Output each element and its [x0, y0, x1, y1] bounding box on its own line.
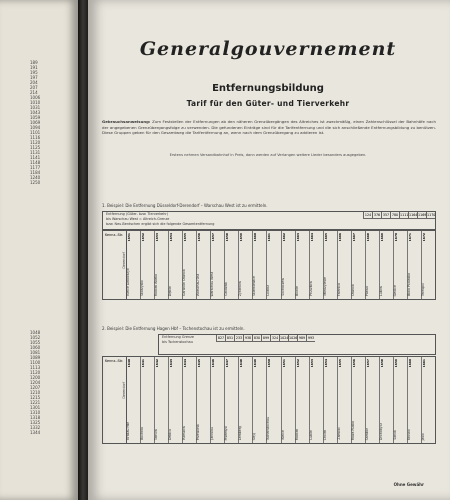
example2-column-label: Jaroslau [210, 427, 215, 440]
left-page-a-entry-22: 1184 [30, 170, 41, 175]
left-page-a-entry-1: 191 [30, 65, 38, 70]
example1-value-0: 124 [364, 213, 372, 217]
example1-column-11 [282, 231, 296, 299]
example1-column-label: Skarzysko [140, 280, 145, 296]
left-page-b-entry-6: 1100 [30, 360, 41, 365]
left-page-column-a [30, 60, 40, 185]
example1-column-label: Dęblin [168, 285, 173, 296]
example1-column-17 [366, 231, 380, 299]
example1-column-number: 1671 [407, 233, 412, 242]
left-page-a-entry-10: 1043 [30, 110, 41, 115]
example2-column-number: 1658 [379, 359, 384, 368]
example1-column-0 [127, 231, 141, 299]
example1-column-label: Falenica [336, 283, 341, 296]
example1-column-label: Miedzylesie [322, 277, 327, 296]
example2-sum-line-1: bis Tschenstochau [162, 340, 193, 344]
left-page-b-entry-19: 1332 [30, 425, 41, 430]
example1-column-number: 1662 [281, 233, 286, 242]
example1-value-4: 1111 [400, 213, 409, 217]
example1-column-number: 1672 [421, 233, 426, 242]
example1-column-15 [338, 231, 352, 299]
example2-table [102, 356, 436, 444]
example1-column-number: 1667 [351, 233, 356, 242]
example2-column-label: Jaslo [420, 432, 425, 440]
example2-column-label: Radom [294, 428, 299, 440]
left-page-b-entry-5: 1089 [30, 355, 41, 360]
left-page-b-entry-4: 1081 [30, 350, 41, 355]
left-page-column-b [30, 330, 40, 435]
example1-column-19 [394, 231, 408, 299]
example2-column-label: Kielce [280, 430, 285, 440]
left-page-b-entry-15: 1301 [30, 405, 41, 410]
example1-column-18 [380, 231, 394, 299]
left-page-a-entry-12: 1069 [30, 120, 41, 125]
example1-column-label: Siedlce [392, 284, 397, 296]
example2-column-13 [310, 357, 324, 443]
example2-value-6: 324 [271, 336, 279, 340]
left-page-b-entry-18: 1325 [30, 420, 41, 425]
example1-column-number: 1659 [239, 233, 244, 242]
example1-column-label: Skierniewice [252, 275, 257, 296]
example2-value-2: 233 [235, 336, 243, 340]
example1-column-label: Lowicz [266, 285, 271, 296]
example1-column-number: 1670 [393, 233, 398, 242]
example1-column-number: 1653 [155, 233, 160, 242]
example1-column-label: Otwock [350, 284, 355, 296]
left-page-a-entry-3: 197 [30, 75, 38, 80]
example2-column-number: 1659 [393, 359, 398, 368]
example1-values [363, 212, 435, 219]
page-subtitle-2: Tarif für den Güter- und Tierverkehr [186, 99, 350, 108]
left-page-a-entry-15: 1116 [30, 135, 41, 140]
example2-label: 2. Beispiel: Die Entfernung Hagen Hbf – Tschenstochau ist zu ermitteln. [102, 326, 245, 331]
example2-column-label: Sanok [392, 430, 397, 440]
example2-column-number: 1644 [183, 359, 188, 368]
example1-column-number: 1669 [379, 233, 384, 242]
example2-value-10: 993 [307, 336, 315, 340]
example2-column-number: 1657 [365, 359, 370, 368]
example2-value-4: 830 [253, 336, 261, 340]
left-page-b-entry-2: 1055 [30, 340, 41, 345]
example1-column-12 [296, 231, 310, 299]
left-page-a-entry-8: 1010 [30, 100, 41, 105]
example2-sum-line-0: Entfernung Grenze [162, 335, 194, 339]
left-page-b-entry-12: 1210 [30, 390, 41, 395]
example2-column-number: 1656 [351, 359, 356, 368]
example2-column-label: Drohobycz [378, 423, 383, 440]
example1-value-2: 357 [382, 213, 390, 217]
example2-column-label: Przemysl [224, 425, 229, 440]
example2-column-14 [324, 357, 338, 443]
example1-column-number: 1656 [197, 233, 202, 242]
intro-paragraph [102, 119, 436, 136]
example1-column-number: 1665 [323, 233, 328, 242]
example1-column-label: Pilawa [364, 285, 369, 296]
left-page-b-entry-10: 1204 [30, 380, 41, 385]
example2-column-label: Lemberg [238, 425, 243, 440]
left-page-b-entry-14: 1221 [30, 400, 41, 405]
example1-value-3: 780 [391, 213, 399, 217]
example1-column-14 [324, 231, 338, 299]
example1-column-number: 1657 [211, 233, 216, 242]
example2-column-1 [141, 357, 155, 443]
left-page-a-entry-23: 1240 [30, 175, 41, 180]
example2-column-0 [127, 357, 141, 443]
left-page-a-entry-17: 1125 [30, 145, 41, 150]
left-page-b-entry-16: 1310 [30, 410, 41, 415]
example2-column-19 [394, 357, 408, 443]
example1-column-number: 1663 [295, 233, 300, 242]
example2-column-number: 1641 [141, 359, 146, 368]
left-page-b-entry-11: 1207 [30, 385, 41, 390]
example1-column-number: 1668 [365, 233, 370, 242]
example2-column-label: Krakau Hbf [126, 422, 130, 440]
left-page-a-entry-4: 204 [30, 80, 38, 85]
example2-column-number: 1650 [267, 359, 272, 368]
left-page-a-entry-9: 1031 [30, 105, 41, 110]
example2-column-label: Tarnow [154, 428, 159, 440]
example1-column-label: Lukow [378, 285, 383, 296]
example2-column-label: Debica [168, 428, 173, 440]
left-page-b-entry-20: 1344 [30, 430, 41, 435]
example2-column-number: 1655 [337, 359, 342, 368]
left-page-b-entry-0: 1048 [30, 330, 41, 335]
example2-column-number: 1652 [295, 359, 300, 368]
left-page [0, 0, 78, 500]
example2-column-11 [282, 357, 296, 443]
example2-column-15 [338, 357, 352, 443]
example2-values [216, 335, 315, 342]
example1-label: 1. Beispiel: Die Entfernung Düsseldorf-Derendorf – Warschau West ist zu ermitteln. [102, 203, 268, 208]
example2-column-18 [380, 357, 394, 443]
left-page-a-entry-24: 1250 [30, 180, 41, 185]
example2-value-8: 1026 [289, 336, 298, 340]
disclaimer: Ohne Gewähr [393, 482, 424, 487]
example2-column-number: 1651 [281, 359, 286, 368]
example1-column-label: Warschau West [210, 271, 215, 296]
example2-value-1: 851 [226, 336, 234, 340]
left-page-a-entry-5: 207 [30, 85, 38, 90]
example1-summary [102, 211, 436, 230]
page-title: Generalgouvernement [139, 38, 397, 60]
example2-column-21 [422, 357, 435, 443]
example1-column-number: 1654 [169, 233, 174, 242]
example2-column-17 [366, 357, 380, 443]
example2-column-label: Rzeszow [182, 426, 187, 440]
example1-column-21 [422, 231, 435, 299]
example1-column-20 [408, 231, 422, 299]
example1-column-label: Pruszkow [308, 281, 313, 296]
example2-column-label: Cholm [322, 429, 327, 440]
example2-column-number: 1647 [225, 359, 230, 368]
example1-row-label: Derendorf [122, 252, 126, 269]
example2-column-label: Tschenstochau [266, 416, 271, 440]
example1-value-1: 376 [373, 213, 381, 217]
intro-text: Zum Feststellen der Entfernungen ab den näheren Grenzübergängen des Altreiches ist zweckmäßig, einen Zahlenschlüssel der Bahnhöfe nach der angegebenen Grenzübergangsfolge zu verwenden. Die gefundenen Einträge sind für die Tarifentfernung und die sich anschließende Entfernungsbildung zu benützen. Diese Gruppen geben für den Gesamtweg die Tarifentfernung an, wenn nach dem Grenzübergang zu addieren ist. [102, 119, 436, 136]
example1-value-7: 1170 [427, 213, 436, 217]
example2-value-7: 1024 [280, 336, 289, 340]
intro-lead: Gebrauchsanweisung: [102, 119, 151, 124]
example1-column-label: Kielce Dzialoszyn [126, 268, 130, 296]
left-page-b-entry-7: 1113 [30, 365, 41, 370]
example1-sum-line-0: Entfernung (Güter- bzw. Tierverkehr) [106, 212, 169, 216]
example1-sum-line-1: bis Warschau West = Altreich-Grenze [106, 217, 170, 221]
left-page-b-entry-3: 1060 [30, 345, 41, 350]
example1-column-label: Radom Warka [154, 273, 159, 296]
left-page-b-entry-17: 1318 [30, 415, 41, 420]
left-page-a-entry-13: 1094 [30, 125, 41, 130]
example2-column-10 [267, 357, 281, 443]
example2-column-label: Bochnia [140, 427, 145, 440]
example2-row-label: Derendorf [122, 382, 126, 399]
example2-column-number: 1653 [309, 359, 314, 368]
example1-column-2 [155, 231, 169, 299]
example2-column-number: 1660 [407, 359, 412, 368]
example1-column-number: 1666 [337, 233, 342, 242]
example2-value-3: 938 [244, 336, 252, 340]
left-page-b-entry-1: 1052 [30, 335, 41, 340]
example1-column-label: Grodzisk [224, 282, 229, 296]
example2-column-number: 1648 [239, 359, 244, 368]
left-page-a-entry-11: 1059 [30, 115, 41, 120]
example2-column-number: 1642 [155, 359, 160, 368]
example2-column-16 [352, 357, 366, 443]
example1-column-number: 1652 [141, 233, 146, 242]
example2-column-number: 1643 [169, 359, 174, 368]
example1-column-label: Sochaczew [280, 278, 285, 296]
example1-column-label: Blonie [294, 286, 299, 296]
right-page [88, 0, 450, 500]
example2-column-number: 1649 [253, 359, 258, 368]
example1-column-label: Warschau Ost [196, 273, 201, 296]
left-page-a-entry-7: 1006 [30, 95, 41, 100]
left-page-b-entry-13: 1215 [30, 395, 41, 400]
book-spine [78, 0, 88, 500]
left-page-a-entry-18: 1131 [30, 150, 41, 155]
example1-column-label: Biala Podlaska [406, 273, 411, 296]
example2-column-number: 1640 [127, 359, 131, 368]
example2-column-8 [239, 357, 253, 443]
example2-column-number: 1654 [323, 359, 328, 368]
example2-column-20 [408, 357, 422, 443]
left-page-a-entry-21: 1177 [30, 165, 41, 170]
example2-column-label: Przeworsk [196, 423, 201, 440]
example2-column-label: Lublin [308, 430, 313, 440]
left-page-a-entry-19: 1141 [30, 155, 41, 160]
example2-value-9: 989 [298, 336, 306, 340]
example1-header: Kennz.-Str. [103, 231, 127, 299]
example1-column-label: Terespol [420, 282, 425, 296]
example1-column-number: 1661 [267, 233, 272, 242]
example1-column-number: 1651 [127, 233, 131, 242]
example1-column-10 [267, 231, 281, 299]
example1-column-number: 1655 [183, 233, 188, 242]
example2-column-label: Rawa Ruska [350, 420, 355, 440]
example2-column-12 [296, 357, 310, 443]
example2-column-number: 1645 [197, 359, 202, 368]
example1-value-5: 1164 [409, 213, 418, 217]
example2-value-5: 899 [262, 336, 270, 340]
example2-value-0: 827 [217, 336, 225, 340]
example1-column-label: Garwolin Otwock [182, 268, 187, 296]
example2-header: Kennz.-Str. [103, 357, 127, 443]
example1-column-number: 1658 [225, 233, 230, 242]
left-page-a-entry-16: 1120 [30, 140, 41, 145]
left-page-a-entry-0: 189 [30, 60, 38, 65]
left-page-a-entry-14: 1101 [30, 130, 41, 135]
example2-column-number: 1646 [211, 359, 216, 368]
left-page-b-entry-8: 1120 [30, 370, 41, 375]
left-page-a-entry-20: 1148 [30, 160, 41, 165]
note-text: Erstens nehmen Versandbahnhof in Preis, dann werden auf Verlangen weitere Lieder besonders ausgegeben. [169, 153, 367, 157]
example2-column-label: Sambor [364, 427, 369, 440]
example1-column-1 [141, 231, 155, 299]
example1-table [102, 230, 436, 300]
example2-column-label: Krosno [406, 429, 411, 440]
example2-column-number: 1661 [421, 359, 426, 368]
example1-value-6: 1169 [418, 213, 427, 217]
example1-column-16 [352, 231, 366, 299]
example1-column-label: Zyrardow [238, 280, 243, 296]
example2-column-label: Stryj [252, 432, 257, 440]
left-page-a-entry-2: 195 [30, 70, 38, 75]
example2-column-2 [155, 357, 169, 443]
example1-column-number: 1664 [309, 233, 314, 242]
example1-column-13 [310, 231, 324, 299]
example2-summary [158, 334, 436, 355]
example1-sum-line-2: bzw. Neu-Bentschen ergibt sich die folgende Gesamtentfernung [106, 222, 215, 226]
example2-column-label: Zamosc [336, 427, 341, 440]
left-page-a-entry-6: 214 [30, 90, 38, 95]
left-page-b-entry-9: 1200 [30, 375, 41, 380]
page-subtitle: Entfernungsbildung [212, 83, 324, 94]
example1-column-number: 1660 [253, 233, 258, 242]
